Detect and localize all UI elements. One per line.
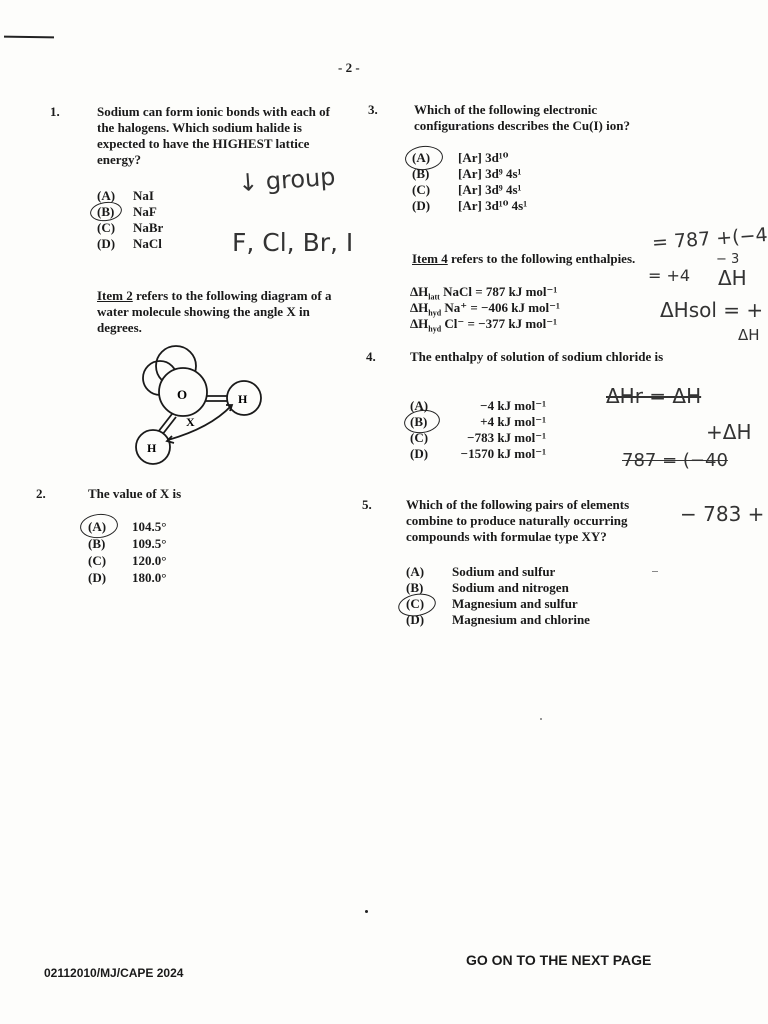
option-c[interactable]: (C) Magnesium and sulfur xyxy=(406,596,578,611)
option-b[interactable]: (B) Sodium and nitrogen xyxy=(406,580,569,595)
item-2-intro: Item 2 refers to the following diagram of a water molecule showing the angle X in degrees. xyxy=(97,288,332,335)
option-b[interactable]: (B) [Ar] 3d⁹ 4s¹ xyxy=(412,166,522,181)
question-3-text: Which of the following electronic configurations describes the Cu(I) ion? xyxy=(414,102,630,133)
enthalpy-data xyxy=(410,284,560,332)
option-a[interactable]: (A) 104.5° xyxy=(88,519,167,534)
question-3-number: 3. xyxy=(368,102,378,117)
handwritten-note: ΔHr = ΔH xyxy=(606,384,702,408)
handwritten-note: = 787 +(−4 xyxy=(651,223,768,255)
handwritten-halogens-note: F, Cl, Br, I xyxy=(232,228,354,257)
question-2-number: 2. xyxy=(36,486,46,501)
water-molecule-diagram xyxy=(128,340,278,470)
option-c[interactable]: (C) NaBr xyxy=(97,220,164,235)
option-b[interactable]: (B) +4 kJ mol⁻¹ xyxy=(410,414,546,429)
option-d[interactable]: (D) NaCl xyxy=(97,236,162,251)
pen-stroke xyxy=(4,36,54,39)
hydrogen-label: H xyxy=(238,392,248,406)
question-1-text: Sodium can form ionic bonds with each of the halogens. Which sodium halide is expected to have the HIGHEST lattice energy? xyxy=(97,104,330,167)
next-page-instruction: GO ON TO THE NEXT PAGE xyxy=(466,952,652,968)
question-4-number: 4. xyxy=(366,349,376,364)
option-d[interactable]: (D) [Ar] 3d¹⁰ 4s¹ xyxy=(412,198,528,213)
handwritten-note: +ΔH xyxy=(706,420,752,444)
enthalpy-line: $\Delta H_{hyd}$ Na⁺ = −406 kJ mol⁻¹ xyxy=(410,300,560,318)
handwritten-note: = +4 xyxy=(648,266,691,285)
stray-dot xyxy=(365,910,368,913)
handwritten-note: ΔHsol = + xyxy=(660,298,764,322)
enthalpy-line: $\Delta H_{hyd}$ Cl⁻ = −377 kJ mol⁻¹ xyxy=(410,316,558,334)
o-h-bond xyxy=(162,417,176,435)
question-2-text: The value of X is xyxy=(88,486,182,501)
option-c[interactable]: (C) 120.0° xyxy=(88,553,167,568)
hydrogen-label: H xyxy=(147,441,157,455)
option-c[interactable]: (C) −783 kJ mol⁻¹ xyxy=(410,430,546,445)
question-4-text: The enthalpy of solution of sodium chloride is xyxy=(410,349,664,364)
handwritten-note: − 783 + xyxy=(680,502,765,526)
handwritten-note: ΔH xyxy=(738,326,760,344)
handwritten-note: ΔH xyxy=(718,266,747,290)
item-4-intro: Item 4 refers to the following enthalpies. xyxy=(412,251,636,266)
option-d[interactable]: (D) 180.0° xyxy=(88,570,167,585)
handwritten-note: 787 = (−40 xyxy=(622,450,728,471)
oxygen-label: O xyxy=(177,387,188,402)
page-number: - 2 - xyxy=(338,60,360,75)
stray-dot xyxy=(540,718,542,720)
question-5-options xyxy=(406,564,590,628)
option-a[interactable]: (A) [Ar] 3d¹⁰ xyxy=(412,150,509,165)
option-b[interactable]: (B) NaF xyxy=(97,204,157,219)
paper-code: 02112010/MJ/CAPE 2024 xyxy=(44,966,184,980)
option-a[interactable]: (A) −4 kJ mol⁻¹ xyxy=(410,398,546,413)
enthalpy-line: $\Delta H_{latt}$ NaCl = 787 kJ mol⁻¹ xyxy=(410,284,558,302)
question-1-number: 1. xyxy=(50,104,60,119)
option-a[interactable]: (A) Sodium and sulfur xyxy=(406,564,556,579)
option-d[interactable]: (D) Magnesium and chlorine xyxy=(406,612,590,627)
angle-x-label: X xyxy=(186,415,195,429)
handwritten-note: − 3 xyxy=(716,252,740,267)
option-a[interactable]: (A) NaI xyxy=(97,188,154,203)
stray-dash xyxy=(652,571,658,572)
question-5-text: Which of the following pairs of elements combine to produce naturally occurring compounds with formulae type XY? xyxy=(406,497,630,544)
option-d[interactable]: (D) −1570 kJ mol⁻¹ xyxy=(410,446,546,461)
handwritten-group-note: ↓ group xyxy=(237,162,337,198)
question-5-number: 5. xyxy=(362,497,372,512)
option-c[interactable]: (C) [Ar] 3d⁹ 4s¹ xyxy=(412,182,522,197)
o-h-bond xyxy=(158,414,172,432)
option-b[interactable]: (B) 109.5° xyxy=(88,536,167,551)
